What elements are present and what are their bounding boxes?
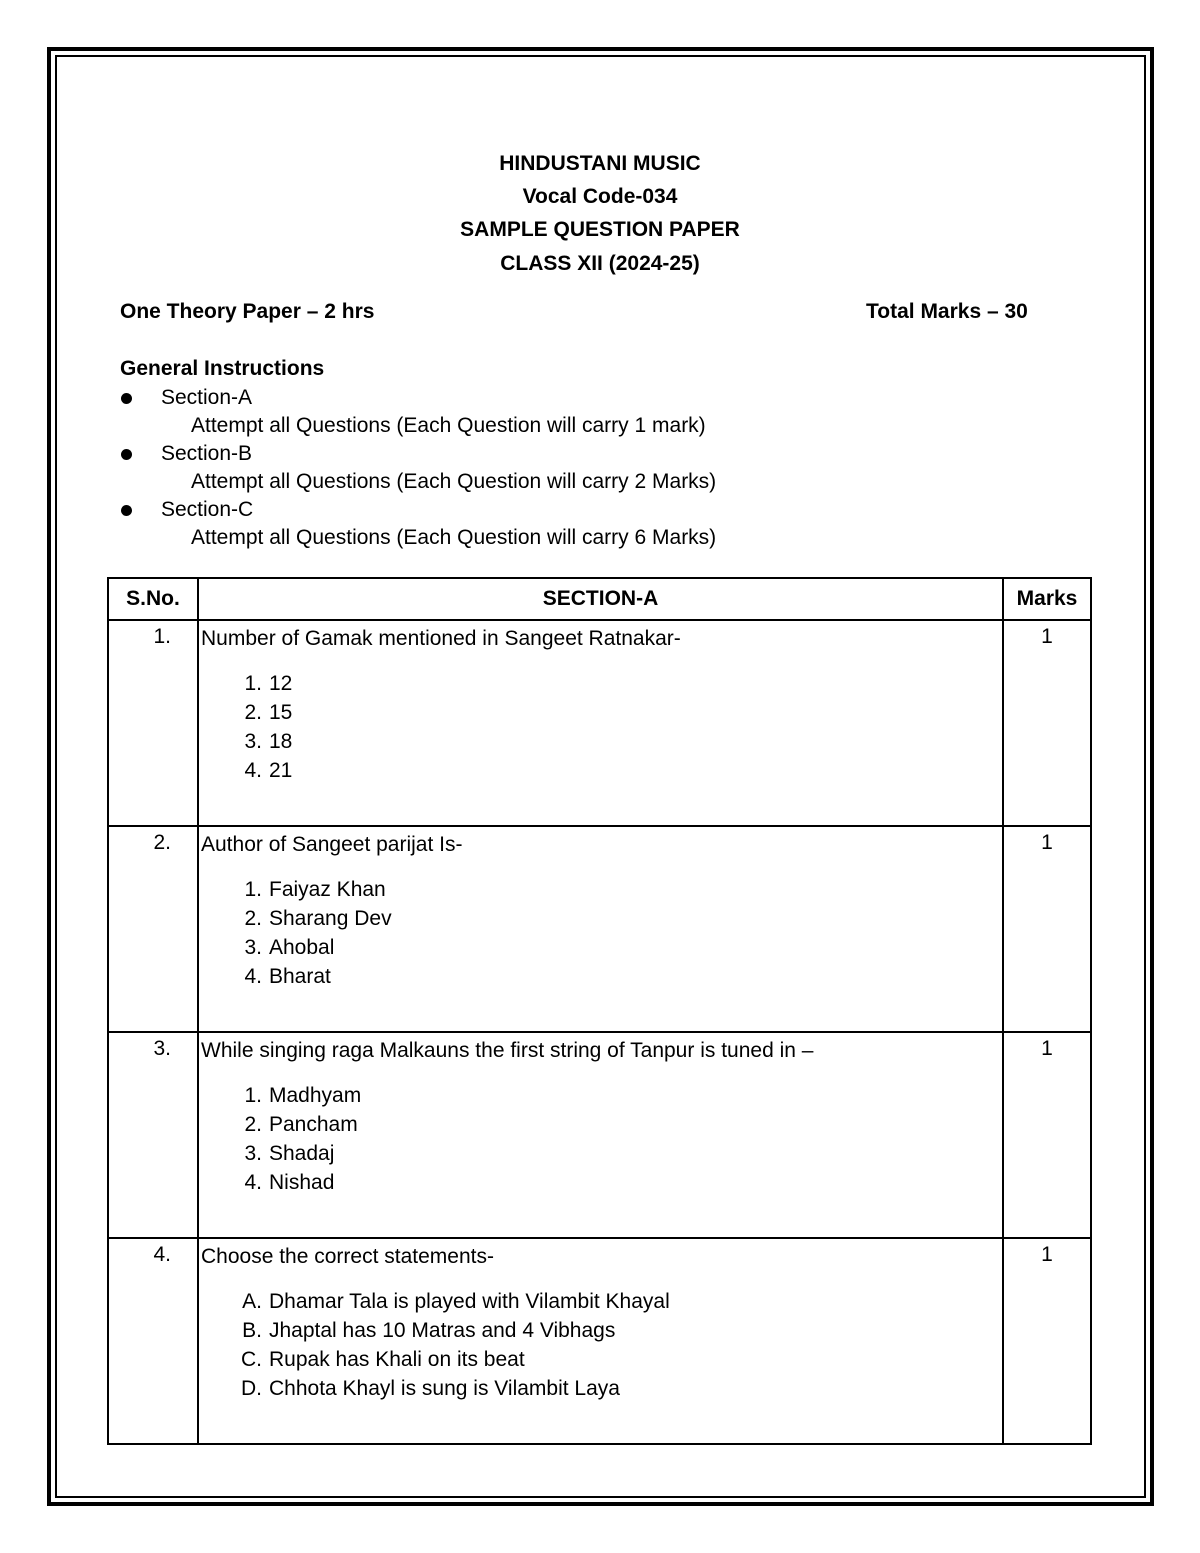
question-text: While singing raga Malkauns the first string of Tanpur is tuned in – bbox=[201, 1039, 814, 1062]
option-text: 12 bbox=[269, 672, 293, 695]
option-text: Sharang Dev bbox=[269, 907, 392, 930]
options-list bbox=[201, 1081, 1000, 1197]
option-label: 4. bbox=[244, 759, 262, 782]
question-number: 4. bbox=[108, 1238, 198, 1444]
question-row bbox=[108, 620, 1091, 826]
option-label: 3. bbox=[244, 1142, 262, 1165]
option-text: Ahobal bbox=[269, 936, 335, 959]
subject-code: Vocal Code-034 bbox=[522, 185, 678, 208]
option bbox=[201, 1345, 1000, 1374]
option-text: Bharat bbox=[269, 965, 331, 988]
option-label: 2. bbox=[244, 1113, 262, 1136]
question-row bbox=[108, 1032, 1091, 1238]
option-text: 15 bbox=[269, 701, 293, 724]
general-instructions bbox=[120, 355, 716, 552]
option-label: D. bbox=[241, 1377, 262, 1400]
header-marks: Marks bbox=[1003, 578, 1091, 620]
option bbox=[201, 875, 1000, 904]
option-text: Faiyaz Khan bbox=[269, 878, 386, 901]
question-marks: 1 bbox=[1003, 1032, 1091, 1238]
question-marks: 1 bbox=[1003, 826, 1091, 1032]
option bbox=[201, 756, 1000, 785]
question-cell bbox=[198, 826, 1003, 1032]
subject-title: HINDUSTANI MUSIC bbox=[499, 152, 701, 175]
paper-type: SAMPLE QUESTION PAPER bbox=[460, 218, 740, 241]
option-label: 2. bbox=[244, 907, 262, 930]
option-label: 1. bbox=[244, 672, 262, 695]
question-cell bbox=[198, 1032, 1003, 1238]
duration: One Theory Paper – 2 hrs bbox=[120, 300, 375, 323]
bullet-icon bbox=[121, 505, 132, 516]
option bbox=[201, 669, 1000, 698]
option-text: Pancham bbox=[269, 1113, 358, 1136]
instruction-section: Section-C bbox=[161, 498, 254, 521]
instruction-item bbox=[120, 440, 716, 496]
option bbox=[201, 1110, 1000, 1139]
options-list bbox=[201, 669, 1000, 785]
option-text: Chhota Khayl is sung is Vilambit Laya bbox=[269, 1377, 620, 1400]
option bbox=[201, 1316, 1000, 1345]
table-header-row bbox=[108, 578, 1091, 620]
question-number: 3. bbox=[108, 1032, 198, 1238]
class-year: CLASS XII (2024-25) bbox=[500, 252, 700, 275]
question-cell bbox=[198, 1238, 1003, 1444]
option-text: Jhaptal has 10 Matras and 4 Vibhags bbox=[269, 1319, 616, 1342]
option bbox=[201, 933, 1000, 962]
instruction-text: Attempt all Questions (Each Question will carry 1 mark) bbox=[191, 414, 706, 437]
option-label: 2. bbox=[244, 701, 262, 724]
question-row bbox=[108, 1238, 1091, 1444]
option-label: 1. bbox=[244, 1084, 262, 1107]
question-marks: 1 bbox=[1003, 620, 1091, 826]
option-label: A. bbox=[242, 1290, 262, 1313]
instruction-text: Attempt all Questions (Each Question will carry 2 Marks) bbox=[191, 470, 717, 493]
instruction-item bbox=[120, 384, 716, 440]
bullet-icon bbox=[121, 449, 132, 460]
instructions-title: General Instructions bbox=[120, 357, 325, 380]
question-text: Author of Sangeet parijat Is- bbox=[201, 833, 463, 856]
option-text: Dhamar Tala is played with Vilambit Khayal bbox=[269, 1290, 670, 1313]
option bbox=[201, 1139, 1000, 1168]
question-table bbox=[107, 577, 1092, 1445]
option-label: 4. bbox=[244, 1171, 262, 1194]
question-marks: 1 bbox=[1003, 1238, 1091, 1444]
question-number: 1. bbox=[108, 620, 198, 826]
option-text: Rupak has Khali on its beat bbox=[269, 1348, 525, 1371]
option bbox=[201, 904, 1000, 933]
question-text: Choose the correct statements- bbox=[201, 1245, 494, 1268]
option-text: Shadaj bbox=[269, 1142, 335, 1165]
instruction-item bbox=[120, 496, 716, 552]
option-label: 4. bbox=[244, 965, 262, 988]
option bbox=[201, 1287, 1000, 1316]
option bbox=[201, 727, 1000, 756]
option-label: C. bbox=[241, 1348, 262, 1371]
header-sno: S.No. bbox=[108, 578, 198, 620]
option-label: 1. bbox=[244, 878, 262, 901]
option bbox=[201, 962, 1000, 991]
question-cell bbox=[198, 620, 1003, 826]
question-number: 2. bbox=[108, 826, 198, 1032]
question-text: Number of Gamak mentioned in Sangeet Ratnakar- bbox=[201, 627, 681, 650]
option bbox=[201, 698, 1000, 727]
option-label: B. bbox=[242, 1319, 262, 1342]
paper-header bbox=[0, 150, 1200, 283]
question-row bbox=[108, 826, 1091, 1032]
option bbox=[201, 1374, 1000, 1403]
option-text: 21 bbox=[269, 759, 293, 782]
option-text: 18 bbox=[269, 730, 293, 753]
total-marks: Total Marks – 30 bbox=[866, 300, 1028, 323]
header-section: SECTION-A bbox=[198, 578, 1003, 620]
option-label: 3. bbox=[244, 936, 262, 959]
option-label: 3. bbox=[244, 730, 262, 753]
option-text: Nishad bbox=[269, 1171, 335, 1194]
options-list bbox=[201, 1287, 1000, 1403]
instruction-section: Section-A bbox=[161, 386, 253, 409]
instruction-text: Attempt all Questions (Each Question will carry 6 Marks) bbox=[191, 526, 717, 549]
options-list bbox=[201, 875, 1000, 991]
option bbox=[201, 1081, 1000, 1110]
bullet-icon bbox=[121, 393, 132, 404]
option bbox=[201, 1168, 1000, 1197]
option-text: Madhyam bbox=[269, 1084, 362, 1107]
instruction-section: Section-B bbox=[161, 442, 253, 465]
